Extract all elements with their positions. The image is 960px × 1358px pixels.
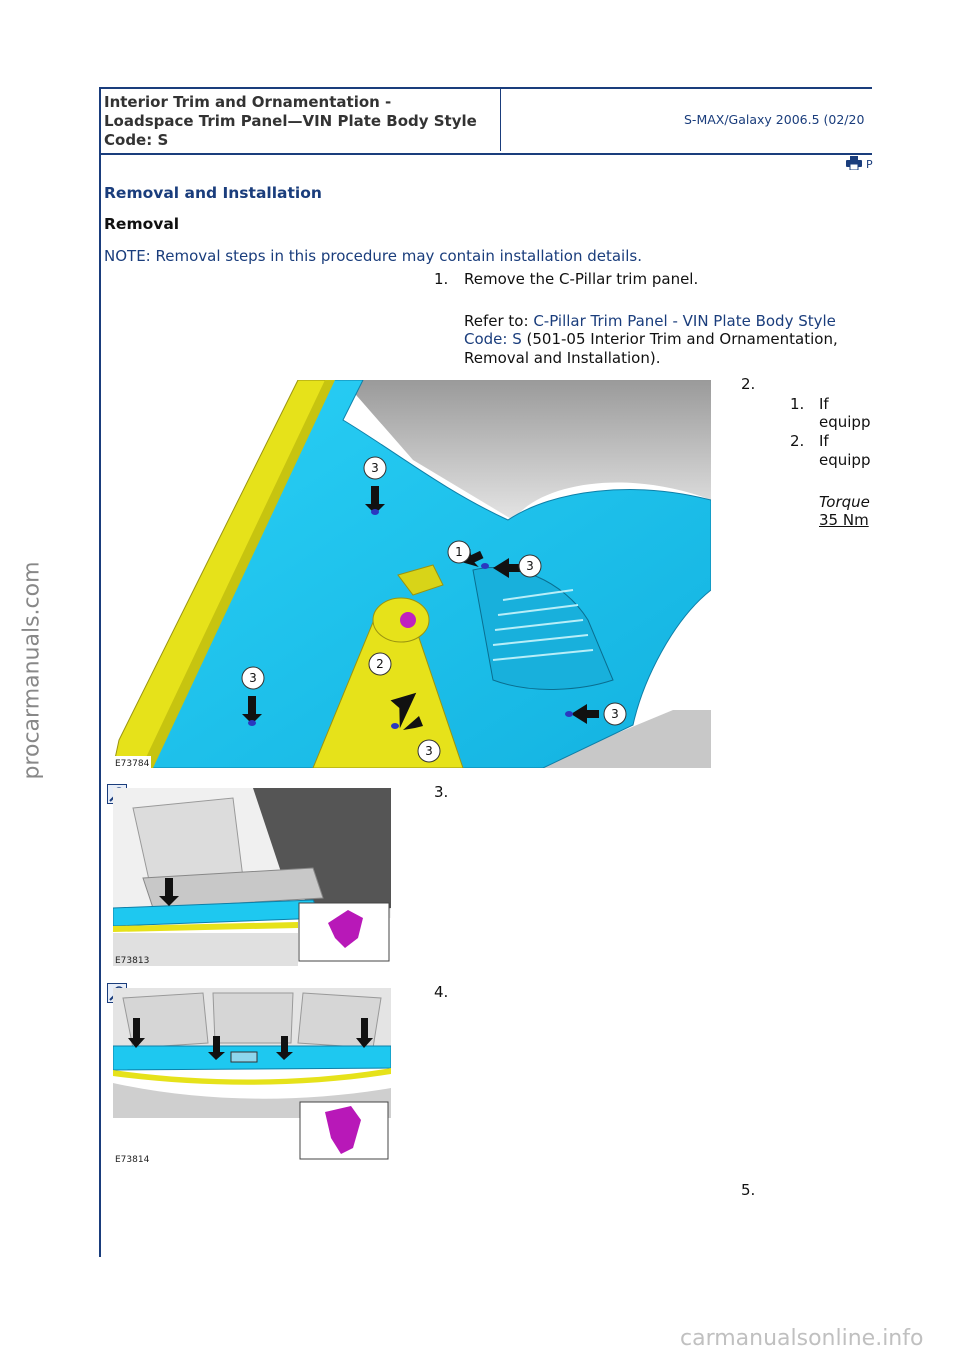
substep-number: 2. [790, 432, 805, 450]
substep-text-cont: equipp [819, 451, 871, 469]
refer-prefix: Refer to: [464, 312, 534, 330]
torque-label: Torque [819, 493, 870, 511]
header-divider [500, 89, 501, 151]
figure-code: E73784 [115, 759, 150, 768]
callout: 1 [455, 545, 463, 559]
figure-code: E73814 [115, 1155, 150, 1165]
reference-line-2 [464, 330, 838, 348]
title-line-3: Code: S [104, 131, 169, 149]
step-number: 4. [434, 983, 449, 1001]
callout: 3 [526, 559, 534, 573]
callout: 3 [371, 461, 379, 475]
note-text: NOTE: Removal steps in this procedure may contain installation details. [104, 247, 642, 265]
print-link[interactable]: P [866, 158, 873, 171]
torque-value: 35 Nm [819, 511, 869, 529]
left-margin-rule [99, 87, 101, 1257]
step-number: 1. [434, 270, 449, 288]
vehicle-model: S-MAX/Galaxy 2006.5 (02/20 [684, 112, 865, 127]
title-line-1: Interior Trim and Ornamentation - [104, 93, 392, 111]
title-line-2: Loadspace Trim Panel—VIN Plate Body Style [104, 112, 477, 130]
figure-code: E73813 [115, 956, 150, 966]
reference-line-3: Removal and Installation). [464, 349, 661, 367]
substep-number: 1. [790, 395, 805, 413]
watermark-left [20, 560, 44, 780]
reference-line-1 [464, 312, 836, 330]
reference-link-cont[interactable]: Code: S [464, 330, 522, 348]
substep-text-cont: equipp [819, 413, 871, 431]
reference-link[interactable]: C-Pillar Trim Panel - VIN Plate Body Style [533, 312, 836, 330]
callout: 3 [249, 671, 257, 685]
figure-loadspace-rear [113, 988, 391, 1166]
callout: 3 [611, 707, 619, 721]
refer-suffix: (501-05 Interior Trim and Ornamentation, [521, 330, 838, 348]
step-number: 5. [741, 1181, 756, 1199]
watermark-left-text: procarmanuals.com [19, 561, 45, 780]
figure-loadspace-side [113, 788, 391, 966]
step-number: 3. [434, 783, 449, 801]
printer-icon[interactable] [846, 156, 862, 170]
section-title: Removal and Installation [104, 184, 322, 202]
watermark-bottom: carmanualsonline.info [680, 1326, 924, 1351]
loadspace-rear-illustration [113, 988, 391, 1166]
step-number: 2. [741, 375, 756, 393]
substep-text: If [819, 432, 829, 450]
figure-c-pillar [113, 380, 711, 768]
document-title [104, 93, 494, 150]
step-text: Remove the C-Pillar trim panel. [464, 270, 699, 288]
callout: 2 [376, 657, 384, 671]
c-pillar-illustration [113, 380, 711, 768]
callout: 3 [425, 744, 433, 758]
subsection-title: Removal [104, 215, 180, 233]
loadspace-side-illustration [113, 788, 391, 966]
substep-text: If [819, 395, 829, 413]
